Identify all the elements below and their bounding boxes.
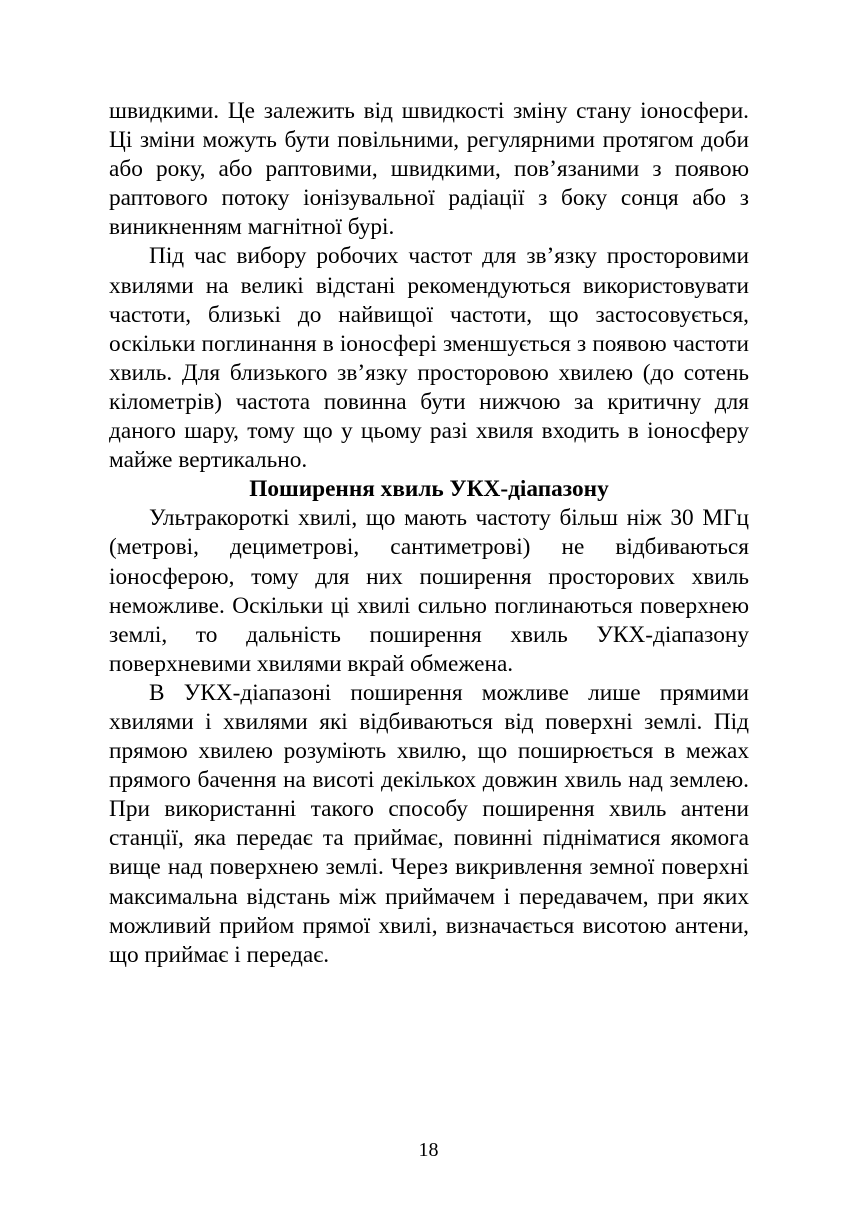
paragraph-continuation: швидкими. Це залежить від швидкості зміну стану іоносфери. Ці зміни можуть бути повільними, регулярними протягом доби або року, або раптовими, швидкими, пов’язаними з появою раптового потоку іонізувальної радіації з боку сонця або з виникненням магнітної бурі. (109, 98, 749, 241)
paragraph-ultrashort-waves: Ультракороткі хвилі, що мають частоту більш ніж 30 МГц (метрові, дециметрові, сантиметрові) не відбиваються іоносферою, тому для них поширення просторових хвиль неможливе. Оскільки ці хвилі сильно поглинаються поверхнею землі, то дальність поширення хвиль УКХ-діапазону поверхневими хвилями вкрай обмежена. (109, 505, 749, 677)
body-text (109, 97, 749, 970)
page-number: 18 (418, 1139, 439, 1161)
section-heading: Поширення хвиль УКХ-діапазону (249, 476, 609, 503)
paragraph-direct-waves: В УКХ-діапазоні поширення можливе лише прямими хвилями і хвилями які відбиваються від поверхні землі. Під прямою хвилею розуміють хвилю, що поширюється в межах прямого бачення на висоті декількох довжин хвиль над землею. При використанні такого способу поширення хвиль антени станції, яка передає та приймає, повинні підніматися якомога вище над поверхнею землі. Через викривлення земної поверхні максимальна відстань між приймачем і передавачем, при яких можливий прийом прямої хвилі, визначається висотою антени, що приймає і передає. (109, 679, 749, 968)
paragraph-frequency-selection: Під час вибору робочих частот для зв’язку просторовими хвилями на великі відстані рекомендуються використовувати частоти, близькі до найвищої частоти, що застосовується, оскільки поглинання в іоносфері зменшується з появою частоти хвиль. Для близького зв’язку просторовою хвилею (до сотень кілометрів) частота повинна бути нижчою за критичну для даного шару, тому що у цьому разі хвиля входить в іоносферу майже вертикально. (109, 243, 749, 474)
